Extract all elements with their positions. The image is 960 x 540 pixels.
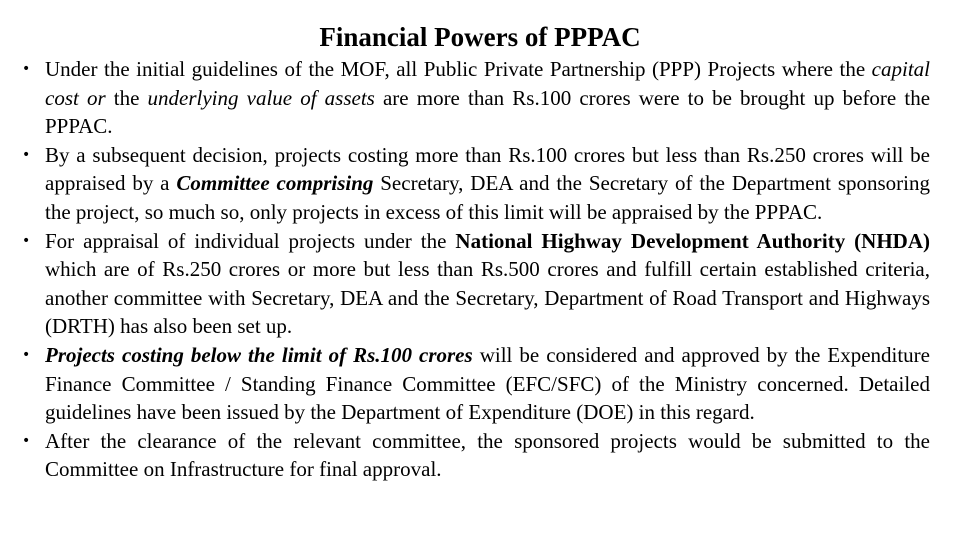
emphasis-capital-cost: capital cost or (45, 57, 930, 110)
bullet-text: By a subsequent decision, projects costing more than Rs.100 crores but less than Rs.250 crores will be appraised by a (45, 142, 930, 196)
bullet-item-mof-guidelines (22, 55, 930, 141)
bullet-list (22, 55, 930, 484)
emphasis-below-limit: Projects costing below the limit of Rs.100 crores (45, 342, 473, 367)
bullet-text: the (105, 85, 148, 110)
bullet-dot-icon: • (22, 346, 31, 363)
bullet-text: Under the initial guidelines of the MOF, all Public Private Partnership (PPP) Projects where the (45, 57, 872, 81)
bullet-dot-icon: • (22, 432, 31, 449)
emphasis-committee-comprising: Committee comprising (176, 171, 374, 196)
emphasis-underlying-value: underlying value of assets (147, 85, 375, 110)
bullet-text: are more than Rs.100 crores were to be brought up before the PPPAC. (45, 85, 931, 139)
bullet-dot-icon: • (22, 146, 31, 163)
slide-title: Financial Powers of PPPAC (319, 22, 641, 52)
bullet-text: After the clearance of the relevant committee, the sponsored projects would be submitted to the Committee on Infrastructure for final approval. (45, 428, 930, 482)
bullet-text: will be considered and approved by the Expenditure Finance Committee / Standing Finance Committee (EFC/SFC) of the Ministry concerned. Detailed guidelines have been issued by the Department of Expenditure (DOE) in this regard. (45, 342, 930, 425)
bullet-item-below-limit (22, 341, 930, 427)
bullet-dot-icon: • (22, 61, 31, 77)
bullet-item-nhda-appraisal (22, 227, 930, 341)
bullet-text: For appraisal of individual projects under the (45, 228, 456, 253)
bullet-text: Secretary, DEA and the Secretary of the Department sponsoring the project, so much so, only projects in excess of this limit will be appraised by the PPPAC. (45, 171, 930, 224)
emphasis-nhda: National Highway Development Authority (NHDA) (455, 228, 930, 253)
bullet-text: which are of Rs.250 crores or more but less than Rs.500 crores and fulfill certain established criteria, another committee with Secretary, DEA and the Secretary, Department of Road Transport and Highways (DRTH) has also been set up. (45, 257, 930, 339)
bullet-dot-icon: • (22, 232, 31, 249)
bullet-item-final-approval (22, 427, 930, 484)
bullet-item-subsequent-decision (22, 141, 930, 227)
